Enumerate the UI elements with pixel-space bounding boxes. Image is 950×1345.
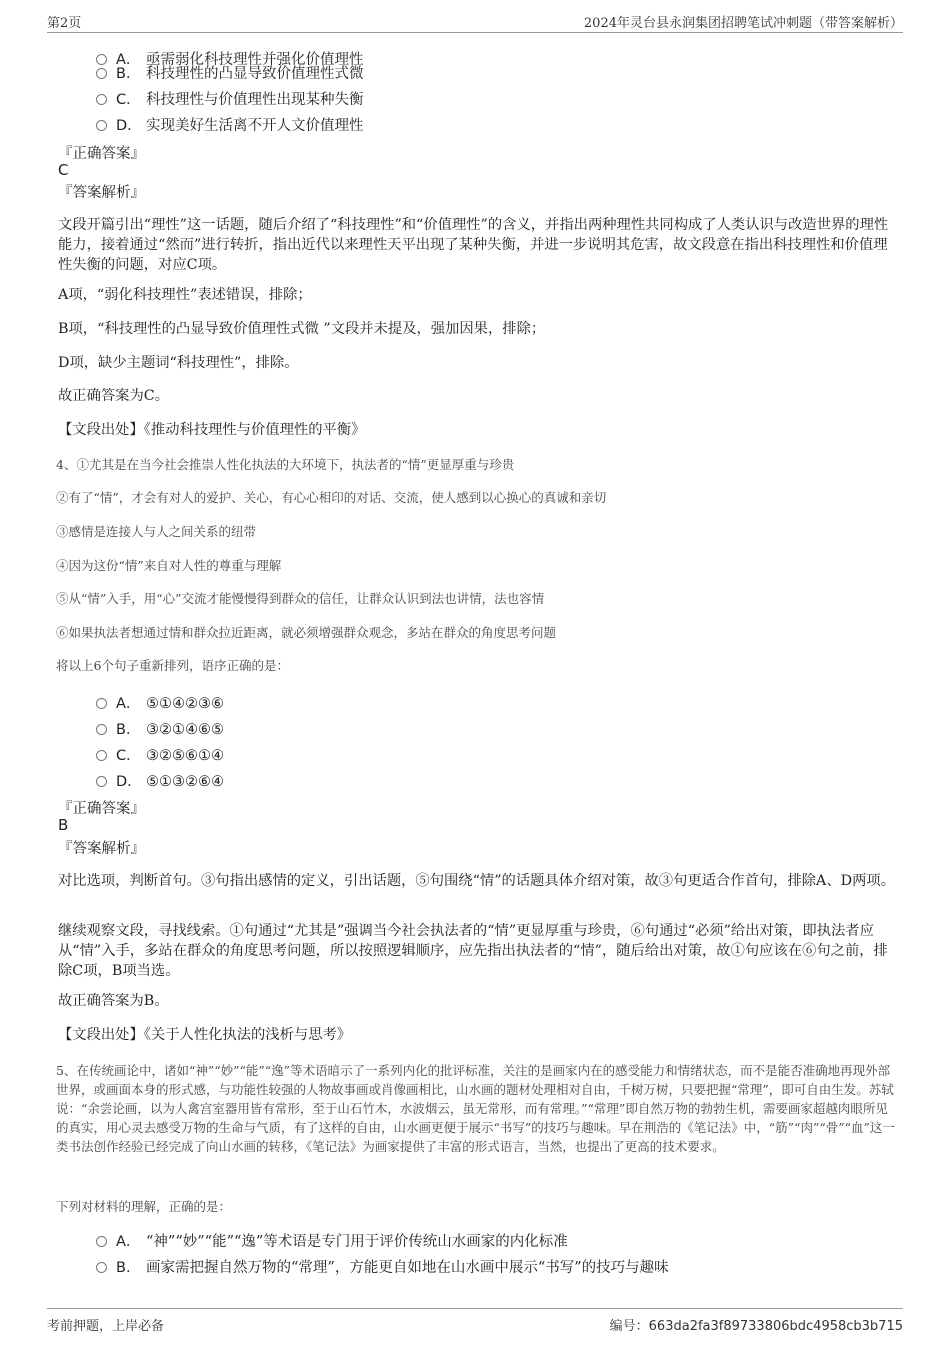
- page-header: [47, 10, 903, 33]
- radio-icon[interactable]: [96, 776, 107, 787]
- q4-source: 【文段出处】《关于人性化执法的浅析与思考》: [58, 1027, 352, 1043]
- q4-answer: B: [58, 816, 69, 834]
- footer-slogan: 考前押题，上岸必备: [47, 1319, 165, 1334]
- q4-option-a[interactable]: A． ⑤①④②③⑥: [96, 692, 224, 713]
- q4-sentence: ③感情是连接人与人之间关系的纽带: [56, 524, 257, 539]
- q4-analysis-paragraph: 继续观察文段，寻找线索。①句通过“尤其是”强调当今社会执法者的“情”更显厚重与珍贵，⑥句通过“必须”给出对策，即执法者应从“情”入手，多站在群众的角度思考问题，所以按照逻辑顺序，应先指出执法者的“情”，随后给出对策，故①句应该在⑥句之前，排除C项，B项当选。: [58, 923, 888, 979]
- q4-option-d[interactable]: D． ⑤①③②⑥④: [96, 770, 224, 791]
- q4-option-c[interactable]: C． ③②⑤⑥①④: [96, 744, 224, 765]
- radio-icon[interactable]: [96, 1236, 107, 1247]
- document-title: 2024年灵台县永润集团招聘笔试冲刺题（带答案解析）: [583, 16, 903, 31]
- radio-icon[interactable]: [96, 750, 107, 761]
- document-code: [610, 1315, 903, 1334]
- q3-option-b[interactable]: B． 科技理性的凸显导致价值理性式微: [96, 62, 364, 83]
- radio-icon[interactable]: [96, 68, 107, 79]
- radio-icon[interactable]: [96, 94, 107, 105]
- q3-answer-label: 『正确答案』: [58, 146, 145, 162]
- radio-icon[interactable]: [96, 698, 107, 709]
- q5-option-b[interactable]: B． 画家需把握自然万物的“常理”，方能更自如地在山水画中展示“书写”的技巧与趣味: [96, 1256, 669, 1277]
- q3-analysis-label: 『答案解析』: [58, 185, 145, 201]
- q4-answer-label: 『正确答案』: [58, 801, 145, 817]
- q3-source: 【文段出处】《推动科技理性与价值理性的平衡》: [58, 422, 366, 438]
- code-value: 663da2fa3f89733806bdc4958cb3b715: [648, 1319, 903, 1334]
- q3-analysis-paragraph: 文段开篇引出“理性”这一话题，随后介绍了“科技理性”和“价值理性”的含义，并指出两种理性共同构成了人类认识与改造世界的理性能力，接着通过“然而”进行转折，指出近代以来理性天平出现了某种失衡，并进一步说明其危害，故文段意在指出科技理性和价值理性失衡的问题，对应C项。: [58, 217, 889, 273]
- q3-analysis-paragraph: 故正确答案为C。: [58, 388, 170, 404]
- q4-analysis-paragraph: 对比选项，判断首句。③句指出感情的定义，引出话题，⑤句围绕“情”的话题具体介绍对策，故③句更适合作首句，排除A、D两项。: [58, 873, 896, 889]
- page-number: 第2页: [47, 16, 82, 31]
- q4-sentence: ④因为这份“情”来自对人性的尊重与理解: [56, 558, 282, 573]
- q5-option-a[interactable]: A． “神”“妙”“能”“逸”等术语是专门用于评价传统山水画家的内化标准: [96, 1230, 568, 1251]
- q3-analysis-paragraph: A项，“弱化科技理性”表述错误，排除；: [58, 287, 312, 303]
- q5-prompt: 下列对材料的理解，正确的是：: [56, 1199, 232, 1214]
- q3-option-a[interactable]: A． 亟需弱化科技理性并强化价值理性: [96, 48, 364, 69]
- q3-option-d[interactable]: D． 实现美好生活离不开人文价值理性: [96, 114, 364, 135]
- q4-analysis-paragraph: 故正确答案为B。: [58, 993, 169, 1009]
- q3-analysis-paragraph: D项，缺少主题词“科技理性”，排除。: [58, 355, 299, 371]
- q3-analysis-paragraph: B项，“科技理性的凸显导致价值理性式微 ”文段并未提及，强加因果，排除；: [58, 321, 546, 337]
- q4-sentence: ⑤从“情”入手，用“心”交流才能慢慢得到群众的信任，让群众认识到法也讲情，法也容情: [56, 591, 545, 606]
- q4-sentence: 4、①尤其是在当今社会推崇人性化执法的大环境下，执法者的“情”更显厚重与珍贵: [56, 457, 515, 472]
- q4-option-b[interactable]: B． ③②①④⑥⑤: [96, 718, 224, 739]
- radio-icon[interactable]: [96, 724, 107, 735]
- q4-analysis-label: 『答案解析』: [58, 841, 145, 857]
- page-footer: [47, 1308, 903, 1335]
- q4-sentence: ⑥如果执法者想通过情和群众拉近距离，就必须增强群众观念，多站在群众的角度思考问题: [56, 625, 557, 640]
- q3-option-c[interactable]: C． 科技理性与价值理性出现某种失衡: [96, 88, 364, 109]
- q5-passage: 5、在传统画论中，诸如“神”“妙”“能”“逸”等术语暗示了一系列内化的批评标准，关注的是画家内在的感受能力和情绪状态，而不是能否准确地再现外部世界，或画面本身的形式感，与功能性较强的人物故事画或肖像画相比，山水画的题材处理相对自由，千树万树，只要把握“常理”，即可自由生发。苏轼说：“余尝论画，以为人禽宫室器用皆有常形，至于山石竹木，水波烟云，虽无常形，而有常理。”“常理”即自然万物的勃勃生机，需要画家超越肉眼所见的真实，用心灵去感受万物的生命与气质，有了这样的自由，山水画更便于展示“书写”的技巧与趣味。早在荆浩的《笔记法》中，“筋”“肉”“骨”“血”这一类书法创作经验已经完成了向山水画的转移，《笔记法》为画家提供了丰富的形式语言，当然，也提出了更高的技术要求。: [56, 1063, 895, 1154]
- radio-icon[interactable]: [96, 1262, 107, 1273]
- q4-sentence: ②有了“情”，才会有对人的爱护、关心，有心心相印的对话、交流，使人感到以心换心的真诚和亲切: [56, 490, 607, 505]
- q4-prompt: 将以上6个句子重新排列，语序正确的是：: [56, 658, 289, 673]
- code-label: 编号：: [609, 1319, 649, 1334]
- radio-icon[interactable]: [96, 120, 107, 131]
- q3-answer: C: [58, 161, 69, 179]
